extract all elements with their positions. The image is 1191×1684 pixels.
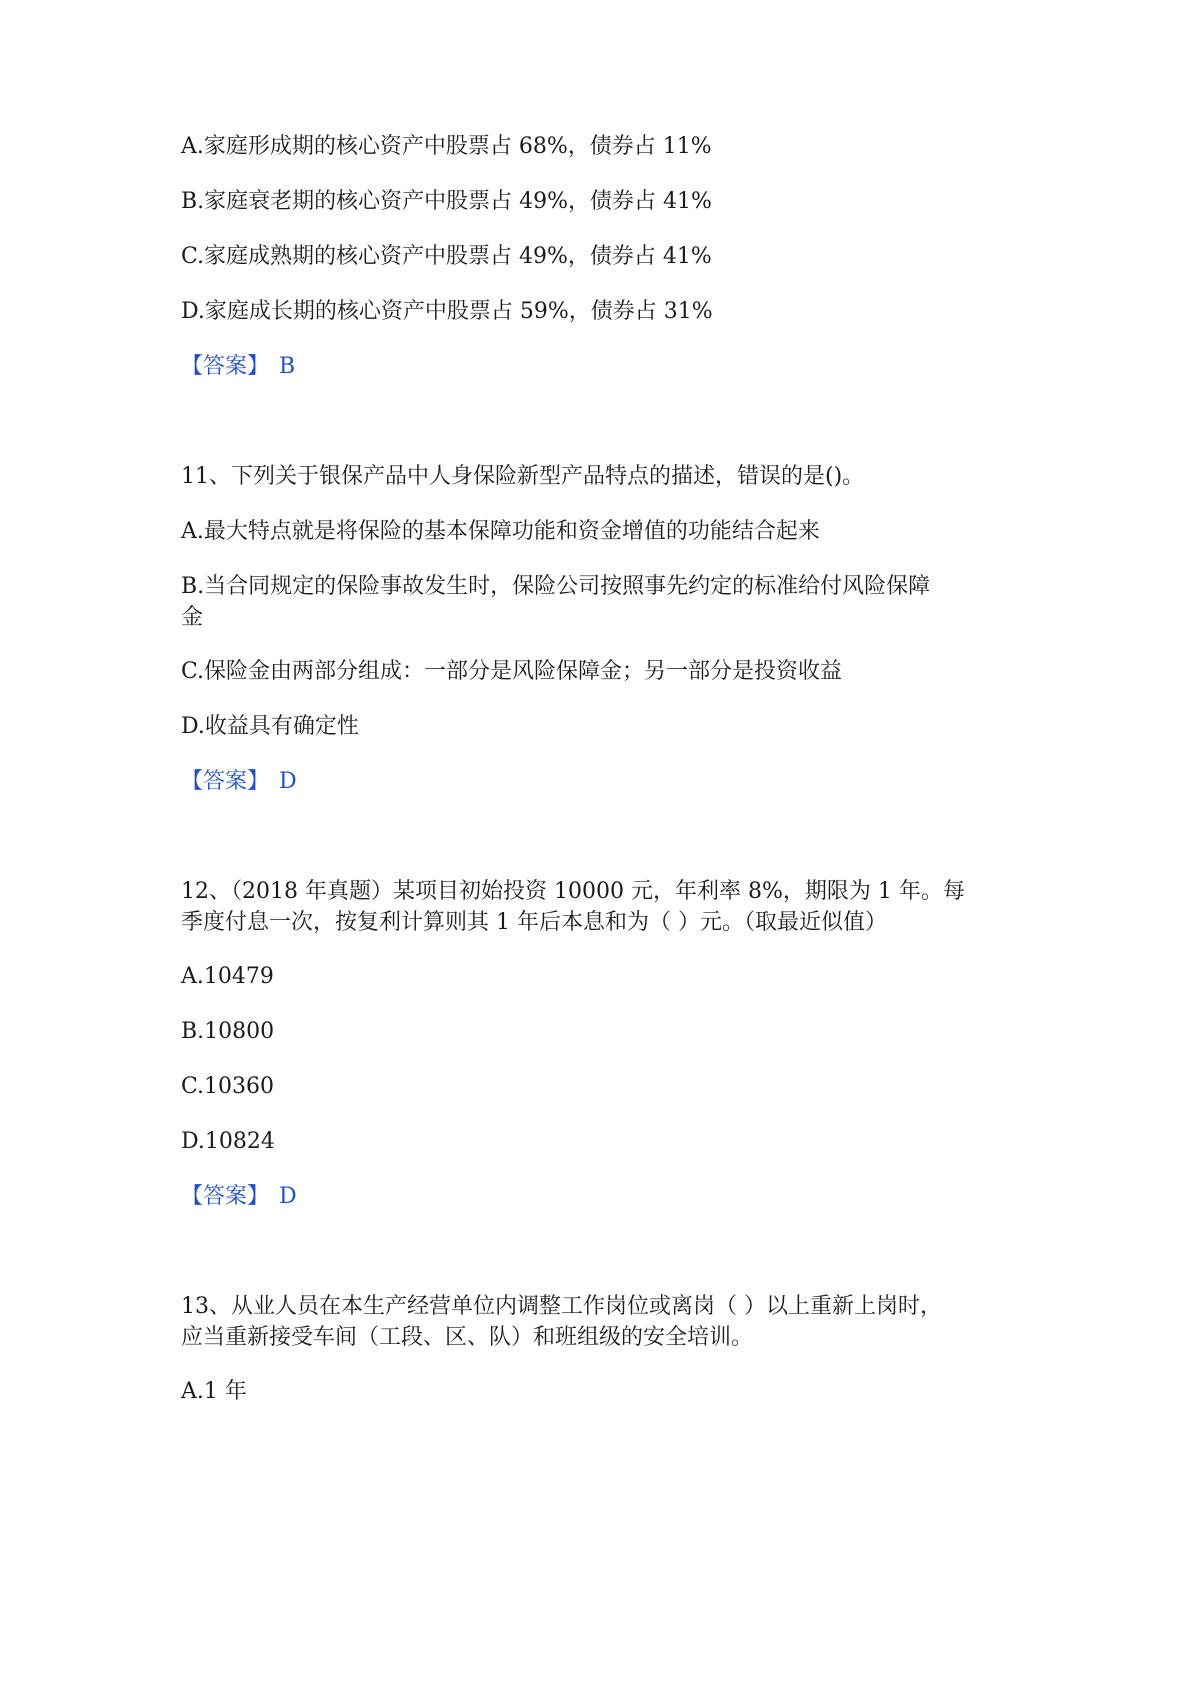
answer-value: D xyxy=(279,1184,297,1209)
question-11-text: 11、下列关于银保产品中人身保险新型产品特点的描述，错误的是()。 xyxy=(181,464,865,489)
option-b: B.家庭衰老期的核心资产中股票占 49%，债券占 41% xyxy=(181,189,712,214)
option-c: C.家庭成熟期的核心资产中股票占 49%，债券占 41% xyxy=(181,244,712,269)
option-a: A.家庭形成期的核心资产中股票占 68%，债券占 11% xyxy=(181,134,712,159)
answer-line xyxy=(181,766,1021,798)
answer-value: B xyxy=(279,354,296,379)
answer-line xyxy=(181,351,1021,383)
option-b: B.当合同规定的保险事故发生时，保险公司按照事先约定的标准给付风险保障 xyxy=(181,574,931,599)
option-a: A.最大特点就是将保险的基本保障功能和资金增值的功能结合起来 xyxy=(181,519,820,544)
question-12-text-continued: 季度付息一次，按复利计算则其 1 年后本息和为（ ）元。（取最近似值） xyxy=(181,910,887,935)
answer-label: 【答案】 xyxy=(181,354,270,379)
question-13-text: 13、从业人员在本生产经营单位内调整工作岗位或离岗（ ）以上重新上岗时， xyxy=(181,1294,942,1319)
option-b: B.10800 xyxy=(181,1019,275,1044)
option-d: D.10824 xyxy=(181,1129,275,1154)
option-d: D.家庭成长期的核心资产中股票占 59%，债券占 31% xyxy=(181,299,713,324)
answer-label: 【答案】 xyxy=(181,769,270,794)
option-d: D.收益具有确定性 xyxy=(181,714,359,739)
option-a: A.10479 xyxy=(181,964,274,989)
option-b-continued: 金 xyxy=(181,605,204,630)
answer-value: D xyxy=(279,769,297,794)
option-c: C.保险金由两部分组成：一部分是风险保障金；另一部分是投资收益 xyxy=(181,659,843,684)
answer-label: 【答案】 xyxy=(181,1184,270,1209)
question-13-text-continued: 应当重新接受车间（工段、区、队）和班组级的安全培训。 xyxy=(181,1325,754,1350)
answer-line xyxy=(181,1181,1021,1213)
option-a: A.1 年 xyxy=(181,1379,247,1404)
question-12-text: 12、（2018 年真题）某项目初始投资 10000 元，年利率 8%，期限为 1 年。每 xyxy=(181,879,965,904)
option-c: C.10360 xyxy=(181,1074,275,1099)
